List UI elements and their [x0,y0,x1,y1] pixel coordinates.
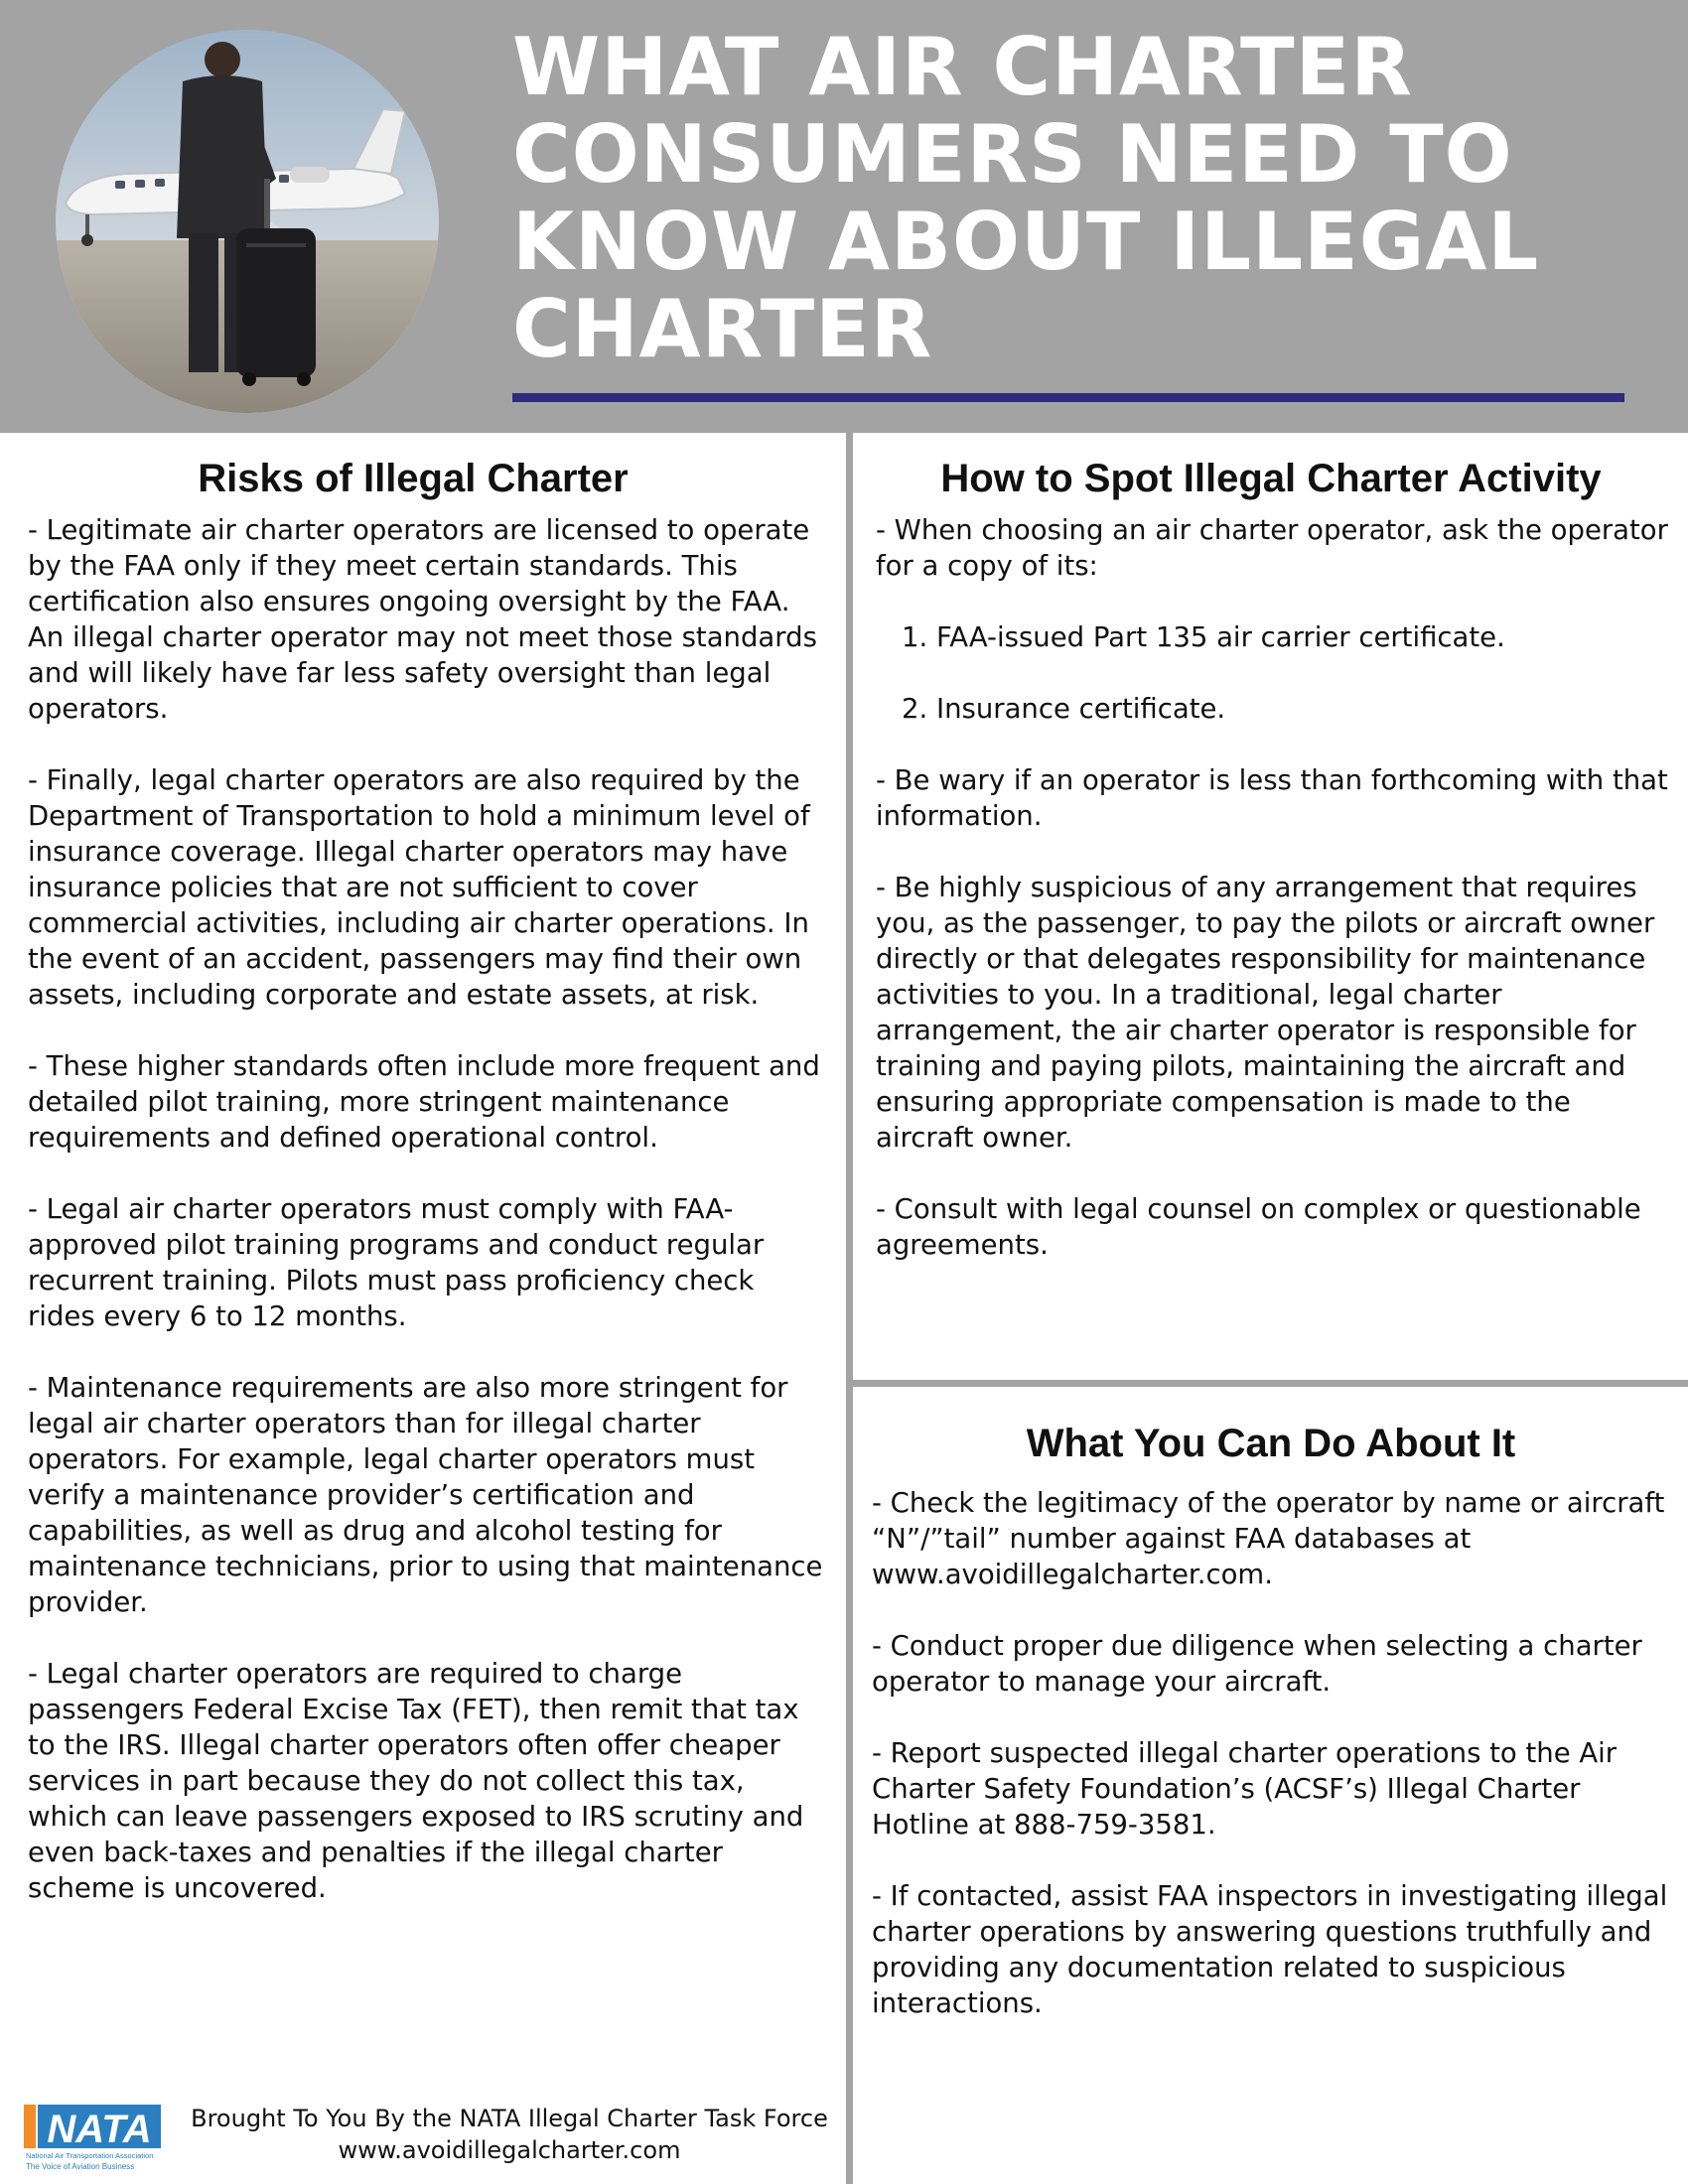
logo-org: National Air Transportation Association [26,2151,154,2160]
footer-credit [167,2103,852,2166]
spot-paragraph: - Be highly suspicious of any arrangement that requires you, as the passenger, to pay the pilots or aircraft owner directly or that delegates responsibility for maintenance activities to you. In a traditional, legal charter arrangement, the air charter operator is responsible for training and paying pilots, maintaining the aircraft and ensuring appropriate compensation is made to the aircraft owner. [876,872,1655,1154]
nata-logo [24,2103,163,2172]
action-paragraph: - If contacted, assist FAA inspectors in investigating illegal charter operations by answering questions truthfully and providing any documentation related to suspicious interactions. [872,1880,1668,2019]
risks-paragraph: - Maintenance requirements are also more stringent for legal air charter operators than for illegal charter operators. For example, legal charter operators must verify a maintenance provider’s certification and capabilities, as well as drug and alcohol testing for maintenance technicians, prior to using that maintenance provider. [28,1372,823,1618]
action-section [872,1485,1674,2021]
header-banner [0,0,1688,433]
risks-section [28,512,828,1906]
spot-intro: - When choosing an air charter operator, ask the operator for a copy of its: [876,514,1668,582]
risks-paragraph: - Legitimate air charter operators are licensed to operate by the FAA only if they meet certain standards. This certification also ensures ongoing oversight by the FAA. An illegal charter operator may not meet those standards and will likely have far less safety oversight than legal operators. [28,514,817,725]
action-heading: What You Can Do About It [1026,1422,1516,1465]
section-divider [853,1380,1688,1387]
action-paragraph: - Check the legitimacy of the operator by name or aircraft “N”/”tail” number against FAA databases at www.avoidillegalcharter.com. [872,1487,1665,1590]
traveler-jet-image [56,30,439,413]
action-paragraph: - Report suspected illegal charter operations to the Air Charter Safety Foundation’s (ACSF’s) Illegal Charter Hotline at 888-759-3581. [872,1737,1618,1841]
logo-wordmark: NATA [47,2108,152,2151]
risks-paragraph: - Legal charter operators are required to charge passengers Federal Excise Tax (FET), then remit that tax to the IRS. Illegal charter operators often offer cheaper services in part because they do not collect this tax, which can leave passengers exposed to IRS scrutiny and even back-taxes and penalties if the illegal charter scheme is uncovered. [28,1658,804,1904]
footer-line: Brought To You By the NATA Illegal Charter Task Force [191,2105,828,2132]
hero-photo [56,30,439,413]
page-title: WHAT AIR CHARTER CONSUMERS NEED TO KNOW ABOUT ILLEGAL CHARTER [512,21,1540,375]
column-divider [846,433,853,2184]
spot-paragraph: - Consult with legal counsel on complex or questionable agreements. [876,1193,1641,1261]
spot-section [876,512,1670,1263]
spot-heading: How to Spot Illegal Charter Activity [940,457,1602,500]
logo-tagline: The Voice of Aviation Business [26,2162,135,2171]
spot-list-item: 1. FAA-issued Part 135 air carrier certificate. [902,621,1505,653]
risks-paragraph: - These higher standards often include more frequent and detailed pilot training, more stringent maintenance requirements and defined operational control. [28,1050,820,1154]
spot-list-item: 2. Insurance certificate. [902,693,1226,725]
title-underline [512,393,1624,402]
risks-paragraph: - Finally, legal charter operators are also required by the Department of Transportation to hold a minimum level of insurance coverage. Illegal charter operators may have insurance policies that are not sufficient to cover commercial activities, including air charter operations. In the event of an accident, passengers may find their own assets, including corporate and estate assets, at risk. [28,764,810,1011]
risks-heading: Risks of Illegal Charter [198,457,629,500]
spot-paragraph: - Be wary if an operator is less than forthcoming with that information. [876,764,1668,832]
risks-paragraph: - Legal air charter operators must comply with FAA-approved pilot training programs and conduct regular recurrent training. Pilots must pass proficiency check rides every 6 to 12 months. [28,1193,765,1332]
footer-url: www.avoidillegalcharter.com [338,2136,681,2164]
action-paragraph: - Conduct proper due diligence when selecting a charter operator to manage your aircraft. [872,1630,1642,1698]
